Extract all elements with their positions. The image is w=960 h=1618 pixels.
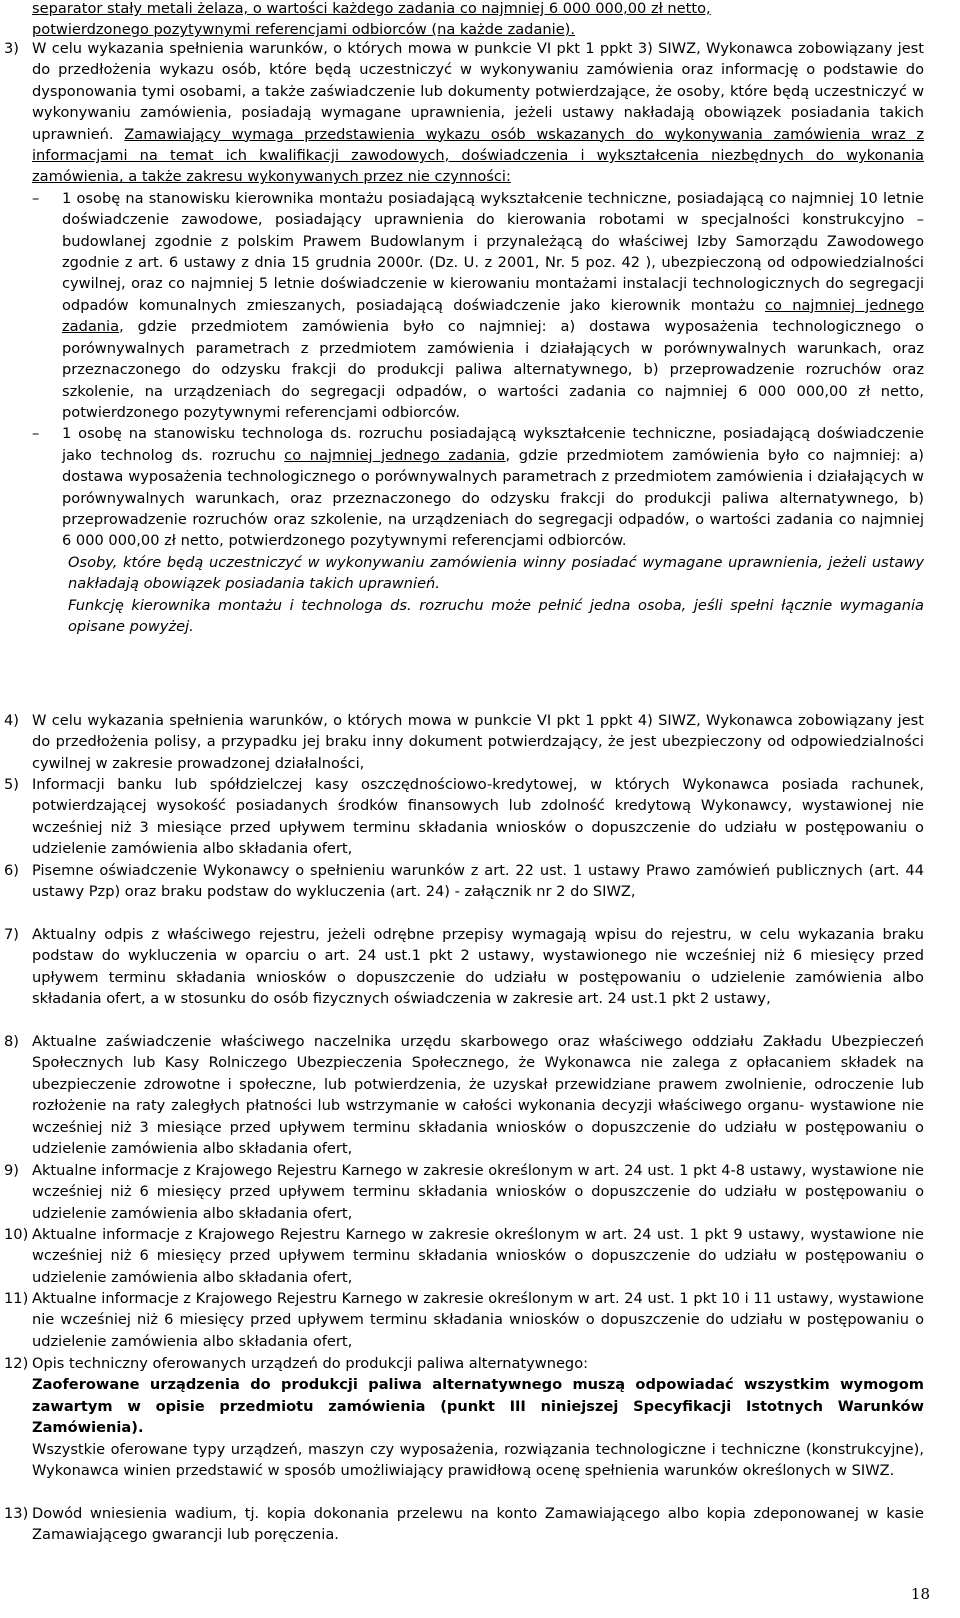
bold-requirement: Zaoferowane urządzenia do produkcji paliwa alternatywnego muszą odpowiadać wszystkim wymogom zawartym w opisie przedmiotu zamówienia (punkt III niniejszej Specyfikacji Istotnych Warunków Zamówienia). xyxy=(32,1376,924,1437)
continuation-line: potwierdzonego pozytywnymi referencjami odbiorców (na każde zadanie). xyxy=(32,21,576,39)
list-number: 7) xyxy=(4,926,19,943)
list-item-9 xyxy=(0,1160,924,1224)
paragraph-text: W celu wykazania spełnienia warunków, o których mowa w punkcie VI pkt 1 ppkt 3) SIWZ, Wykonawca zobowiązany jest do przedłożenia wykazu osób, które będą uczestniczyć w wykonywaniu zamówienia oraz informację o podstawie do dysponowania tymi osobami, a także zaświadczenie lub dokumenty potwierdzające, że osoby, które będą uczestniczyć w wykonywaniu zamówienia, posiadają wymagane uprawnienia, jeżeli ustawy nakładają obowiązek posiadania takich uprawnień. xyxy=(32,40,924,143)
list-number: 13) xyxy=(4,1505,29,1522)
list-item-12 xyxy=(0,1353,924,1481)
list-item-4 xyxy=(0,710,924,774)
dash-text: 1 osobę na stanowisku kierownika montażu posiadającą wykształcenie techniczne, posiadającą co najmniej 10 letnie doświadczenie zawodowe, posiadający uprawnienia do kierowania robotami w specjalności konstrukcyjno – budowlanej zgodnie z polskim Prawem Budowlanym i przynależącą do właściwej Izby Samorządu Zawodowego zgodnie z art. 6 ustawy z dnia 15 grudnia 2000r. (Dz. U. z 2001, Nr. 5 poz. 42 ), ubezpieczoną od odpowiedzialności cywilnej, oraz co najmniej 5 letnie doświadczenie w kierowaniu montażami instalacji technologicznych do segregacji odpadów komunalnych zmieszanych, posiadającą doświadczenie jako kierownik montażu xyxy=(62,189,924,314)
list-item-text: Aktualne informacje z Krajowego Rejestru Karnego w zakresie określonym w art. 24 ust. 1 pkt 9 ustawy, wystawione nie wcześniej niż 6 miesięcy przed upływem terminu składania wniosków o dopuszczenie do udziału w postępowaniu o udzielenie zamówienia albo składania ofert, xyxy=(32,1226,924,1286)
list-number: 9) xyxy=(4,1162,19,1179)
list-item-text: Aktualne zaświadczenie właściwego naczelnika urzędu skarbowego oraz właściwego oddziału Zakładu Ubezpieczeń Społecznych lub Kasy Rolniczego Ubezpieczenia Społecznego, że Wykonawca nie zalega z opłacaniem składek na ubezpieczenie zdrowotne i społeczne, lub potwierdzenia, że uzyskał przewidziane prawem zwolnienie, odroczenie lub rozłożenie na raty zaległych płatności lub wstrzymanie w całości wykonania decyzji właściwego organu- wystawione nie wcześniej niż 3 miesiące przed upływem terminu składania wniosków o dopuszczenie do udziału w postępowaniu o udzielenie zamówienia albo składania ofert, xyxy=(32,1033,924,1158)
list-item-3 xyxy=(0,38,924,637)
list-item-10 xyxy=(0,1224,924,1288)
list-number: 11) xyxy=(4,1290,29,1307)
list-number: 5) xyxy=(4,776,19,793)
list-number: 3) xyxy=(4,40,19,57)
list-item-text: Opis techniczny oferowanych urządzeń do produkcji paliwa alternatywnego: xyxy=(32,1355,589,1372)
list-item-text: Pisemne oświadczenie Wykonawcy o spełnieniu warunków z art. 22 ust. 1 ustawy Prawo zamówień publicznych (art. 44 ustawy Pzp) oraz braku podstaw do wykluczenia (art. 24) - załącznik nr 2 do SIWZ, xyxy=(32,862,924,901)
list-item-13 xyxy=(0,1503,924,1546)
list-item-7 xyxy=(0,924,924,1010)
dash-text: 1 osobę na stanowisku technologa ds. rozruchu posiadającą wykształcenie techniczne, posiadającą doświadczenie jako technolog ds. rozruchu xyxy=(62,425,924,464)
dash-text: , gdzie przedmiotem zamówienia było co najmniej: a) dostawa wyposażenia technologicznego o porównywalnych parametrach z przedmiotem zamówienia i działających w porównywalnych warunkach, oraz przeznaczonego do odzysku frakcji do produkcji paliwa alternatywnego, b) przeprowadzenie rozruchów oraz szkolenie, na urządzeniach do segregacji odpadów, o wartości zadania co najmniej 6 000 000,00 zł netto, potwierdzonego pozytywnymi referencjami odbiorców. xyxy=(62,446,924,550)
list-number: 8) xyxy=(4,1033,19,1050)
italic-note: Funkcję kierownika montażu i technologa ds. rozruchu może pełnić jedna osoba, jeśli spełni łącznie wymagania opisane powyżej. xyxy=(68,596,924,635)
list-item-8 xyxy=(0,1031,924,1159)
list-number: 4) xyxy=(4,712,19,729)
dash-marker: – xyxy=(32,425,40,443)
list-number: 6) xyxy=(4,862,19,879)
list-item-11 xyxy=(0,1288,924,1352)
list-item-text: Aktualny odpis z właściwego rejestru, jeżeli odrębne przepisy wymagają wpisu do rejestru, w celu wykazania braku podstaw do wykluczenia w oparciu o art. 24 ust.1 pkt 2 ustawy, wystawionego nie wcześniej niż 6 miesięcy przed upływem terminu składania wniosków o dopuszczenie do udziału w postępowaniu o udzielenie zamówienia albo składania ofert, a w stosunku do osób fizycznych oświadczenia w zakresie art. 24 ust.1 pkt 2 ustawy, xyxy=(32,926,924,1008)
dash-text: , gdzie przedmiotem zamówienia było co najmniej: a) dostawa wyposażenia technologicznego o porównywalnych parametrach z przedmiotem zamówienia i działających w porównywalnych warunkach, oraz przeznaczonego do odzysku frakcji do produkcji paliwa alternatywnego, b) przeprowadzenie rozruchów oraz szkolenie, na urządzeniach do segregacji odpadów, o wartości zadania co najmniej 6 000 000,00 zł netto, potwierdzonego pozytywnymi referencjami odbiorców. xyxy=(62,318,924,421)
dash-item xyxy=(32,188,925,423)
list-item-body xyxy=(32,1353,924,1481)
underlined-text: co najmniej jednego zadania xyxy=(62,296,925,336)
list-number: 10) xyxy=(4,1226,29,1243)
list-number: 12) xyxy=(4,1355,29,1372)
list-item-text: Informacji banku lub spółdzielczej kasy oszczędnościowo-kredytowej, w których Wykonawca posiada rachunek, potwierdzającej wysokość posiadanych środków finansowych lub zdolność kredytową Wykonawcy, wystawionej nie wcześniej niż 3 miesiące przed upływem terminu składania wniosków o dopuszczenie do udziału w postępowaniu o udzielenie zamówienia albo składania ofert, xyxy=(32,776,924,858)
list-item-5 xyxy=(0,774,924,860)
page-number: 18 xyxy=(910,1585,930,1603)
continuation-paragraph xyxy=(32,0,924,41)
list-item-text: W celu wykazania spełnienia warunków, o których mowa w punkcie VI pkt 1 ppkt 4) SIWZ, Wykonawca zobowiązany jest do przedłożenia polisy, a przypadku jej braku inny dokument potwierdzający, że jest ubezpieczony od odpowiedzialności cywilnej w zakresie prowadzonej działalności, xyxy=(32,712,924,772)
italic-note: Osoby, które będą uczestniczyć w wykonywaniu zamówienia winny posiadać wymagane uprawnienia, jeżeli ustawy nakładają obowiązek posiadania takich uprawnień. xyxy=(68,553,924,593)
list-item-text: Aktualne informacje z Krajowego Rejestru Karnego w zakresie określonym w art. 24 ust. 1 pkt 4-8 ustawy, wystawione nie wcześniej niż 6 miesięcy przed upływem terminu składania wniosków o dopuszczenie do udziału w postępowaniu o udzielenie zamówienia albo składania ofert, xyxy=(32,1162,924,1222)
list-item-body xyxy=(32,38,924,637)
list-item-text: Aktualne informacje z Krajowego Rejestru Karnego w zakresie określonym w art. 24 ust. 1 pkt 10 i 11 ustawy, wystawione nie wcześniej niż 6 miesięcy przed upływem terminu składania wniosków o dopuszczenie do udziału w postępowaniu o udzielenie zamówienia albo składania ofert, xyxy=(32,1290,924,1350)
dash-marker: – xyxy=(32,189,40,207)
underlined-requirement: Zamawiający wymaga przedstawienia wykazu osób wskazanych do wykonywania zamówienia wraz z informacjami na temat ich kwalifikacji zawodowych, doświadczenia i wykształcenia niezbędnych do wykonania zamówienia, a także zakresu wykonywanych przez nie czynności: xyxy=(32,125,924,186)
continuation-line: separator stały metali żelaza, o wartości każdego zadania co najmniej 6 000 000,00 zł netto, xyxy=(32,0,711,17)
list-item-6 xyxy=(0,860,924,903)
list-item-text: Dowód wniesienia wadium, tj. kopia dokonania przelewu na konto Zamawiającego albo kopia zdeponowanej w kasie Zamawiającego gwarancji lub poręczenia. xyxy=(32,1505,924,1544)
list-item-text: Wszystkie oferowane typy urządzeń, maszyn czy wyposażenia, rozwiązania technologiczne i techniczne (konstrukcyjne), Wykonawca winien przedstawić w sposób umożliwiający prawidłową ocenę spełnienia warunków określonych w SIWZ. xyxy=(32,1440,924,1480)
dash-item xyxy=(32,423,924,551)
underlined-text: co najmniej jednego zadania xyxy=(284,446,506,464)
